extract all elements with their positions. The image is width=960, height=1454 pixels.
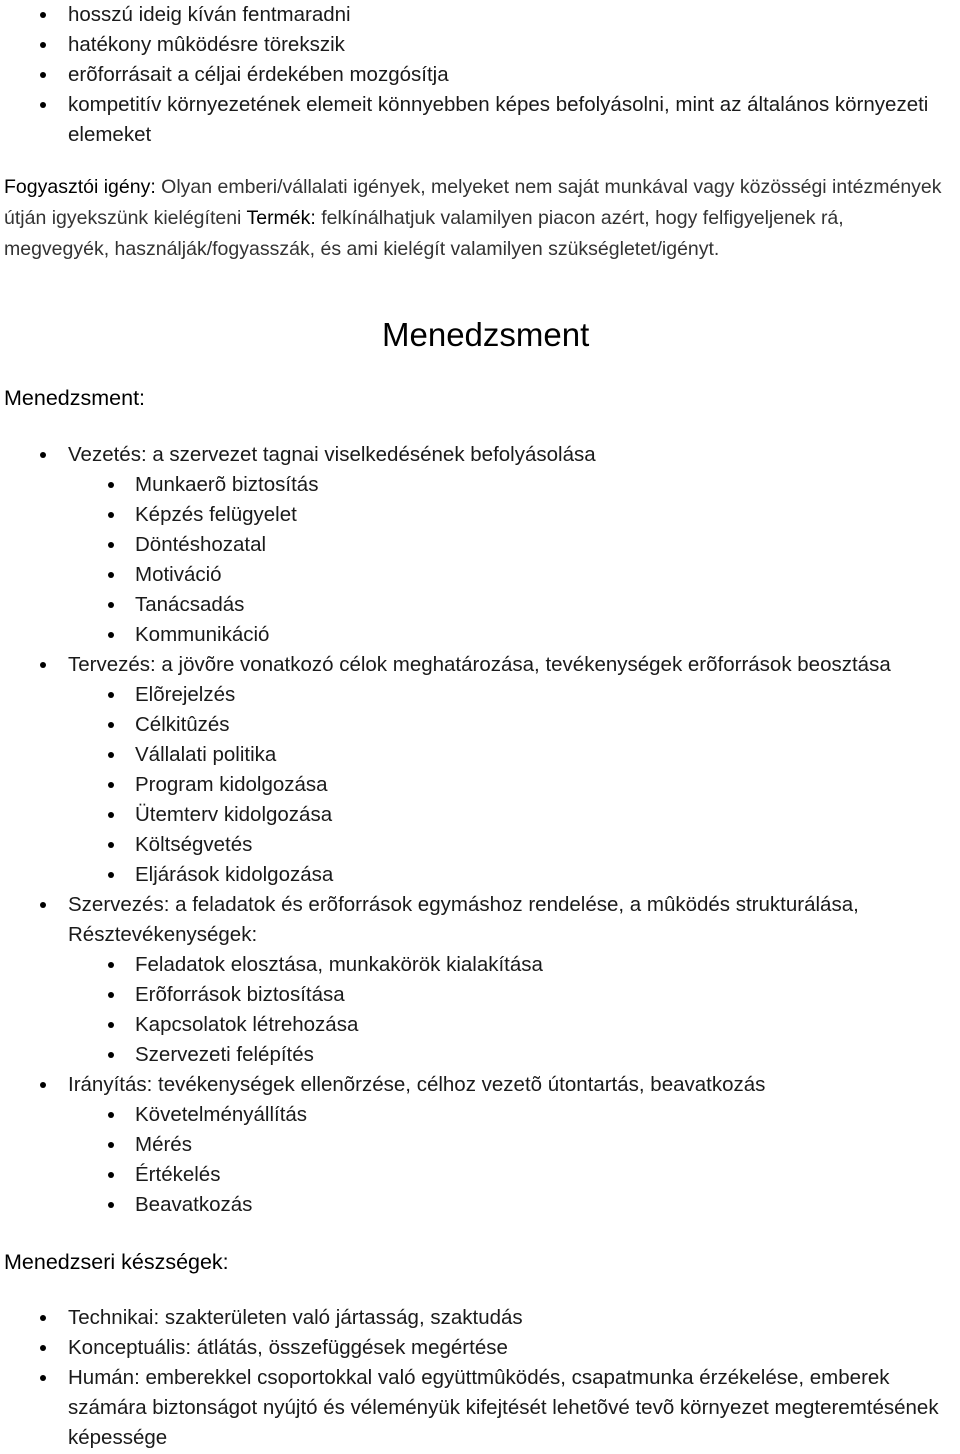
sublist-item: Kommunikáció (0, 620, 960, 650)
sublist-item: Feladatok elosztása, munkakörök kialakítása (0, 950, 960, 980)
sublist-item: Erõforrások biztosítása (0, 980, 960, 1010)
list-item: kompetitív környezetének elemeit könnyebben képes befolyásolni, mint az általános környezeti elemeket (0, 90, 960, 150)
sublist (0, 680, 960, 890)
page-heading: Menedzsment (382, 316, 590, 353)
skills-section-label: Menedzseri készségek: (4, 1250, 229, 1274)
management-section-label: Menedzsment: (4, 386, 146, 410)
list-item: Technikai: szakterületen való jártasság, szaktudás (0, 1303, 960, 1333)
sublist-item: Vállalati politika (0, 740, 960, 770)
list-item: Tervezés: a jövõre vonatkozó célok meghatározása, tevékenységek erõforrások beosztása (0, 650, 960, 680)
list-item (0, 950, 960, 1070)
list-item: Irányítás: tevékenységek ellenõrzése, célhoz vezetõ útontartás, beavatkozás (0, 1070, 960, 1100)
sublist (0, 470, 960, 650)
sublist-item: Eljárások kidolgozása (0, 860, 960, 890)
sublist-item: Munkaerõ biztosítás (0, 470, 960, 500)
sublist-item: Döntéshozatal (0, 530, 960, 560)
sublist-item: Beavatkozás (0, 1190, 960, 1220)
sublist-item: Ütemterv kidolgozása (0, 800, 960, 830)
list-item (0, 470, 960, 650)
management-functions-list (0, 440, 960, 1220)
sublist-item: Költségvetés (0, 830, 960, 860)
sublist-item: Program kidolgozása (0, 770, 960, 800)
sublist-item: Tanácsadás (0, 590, 960, 620)
sublist (0, 950, 960, 1070)
sublist (0, 1100, 960, 1220)
sublist-item: Követelményállítás (0, 1100, 960, 1130)
sublist-item: Értékelés (0, 1160, 960, 1190)
definitions-paragraph (4, 172, 954, 265)
list-item: erõforrásait a céljai érdekében mozgósítja (0, 60, 960, 90)
product-definition: felkínálhatjuk valamilyen piacon azért, hogy felfigyeljenek rá, megvegyék, használják/fogyasszák, és ami kielégít valamilyen szükségletet/igényt. (4, 207, 844, 260)
list-item: hatékony mûködésre törekszik (0, 30, 960, 60)
organization-traits-list (0, 0, 960, 150)
sublist-item: Mérés (0, 1130, 960, 1160)
sublist-item: Kapcsolatok létrehozása (0, 1010, 960, 1040)
product-term: Termék: (246, 207, 316, 229)
list-item: hosszú ideig kíván fentmaradni (0, 0, 960, 30)
list-item: Szervezés: a feladatok és erõforrások egymáshoz rendelése, a mûködés strukturálása, Résztevékenységek: (0, 890, 960, 950)
sublist-item: Elõrejelzés (0, 680, 960, 710)
list-item: Vezetés: a szervezet tagnai viselkedésének befolyásolása (0, 440, 960, 470)
consumer-need-definition: Olyan emberi/vállalati igények, melyeket nem saját munkával vagy közösségi intézmények útján igyekszünk kielégíteni (4, 176, 942, 229)
list-item (0, 1100, 960, 1220)
sublist-item: Motiváció (0, 560, 960, 590)
consumer-need-term: Fogyasztói igény: (4, 176, 156, 198)
list-item: Humán: emberekkel csoportokkal való együttmûködés, csapatmunka érzékelése, emberek számára biztonságot nyújtó és véleményük kifejtését lehetõvé tevõ környezet megteremtésének képessége (0, 1363, 960, 1453)
list-item (0, 680, 960, 890)
sublist-item: Célkitûzés (0, 710, 960, 740)
management-skills-list (0, 1303, 960, 1453)
sublist-item: Szervezeti felépítés (0, 1040, 960, 1070)
sublist-item: Képzés felügyelet (0, 500, 960, 530)
list-item: Konceptuális: átlátás, összefüggések megértése (0, 1333, 960, 1363)
